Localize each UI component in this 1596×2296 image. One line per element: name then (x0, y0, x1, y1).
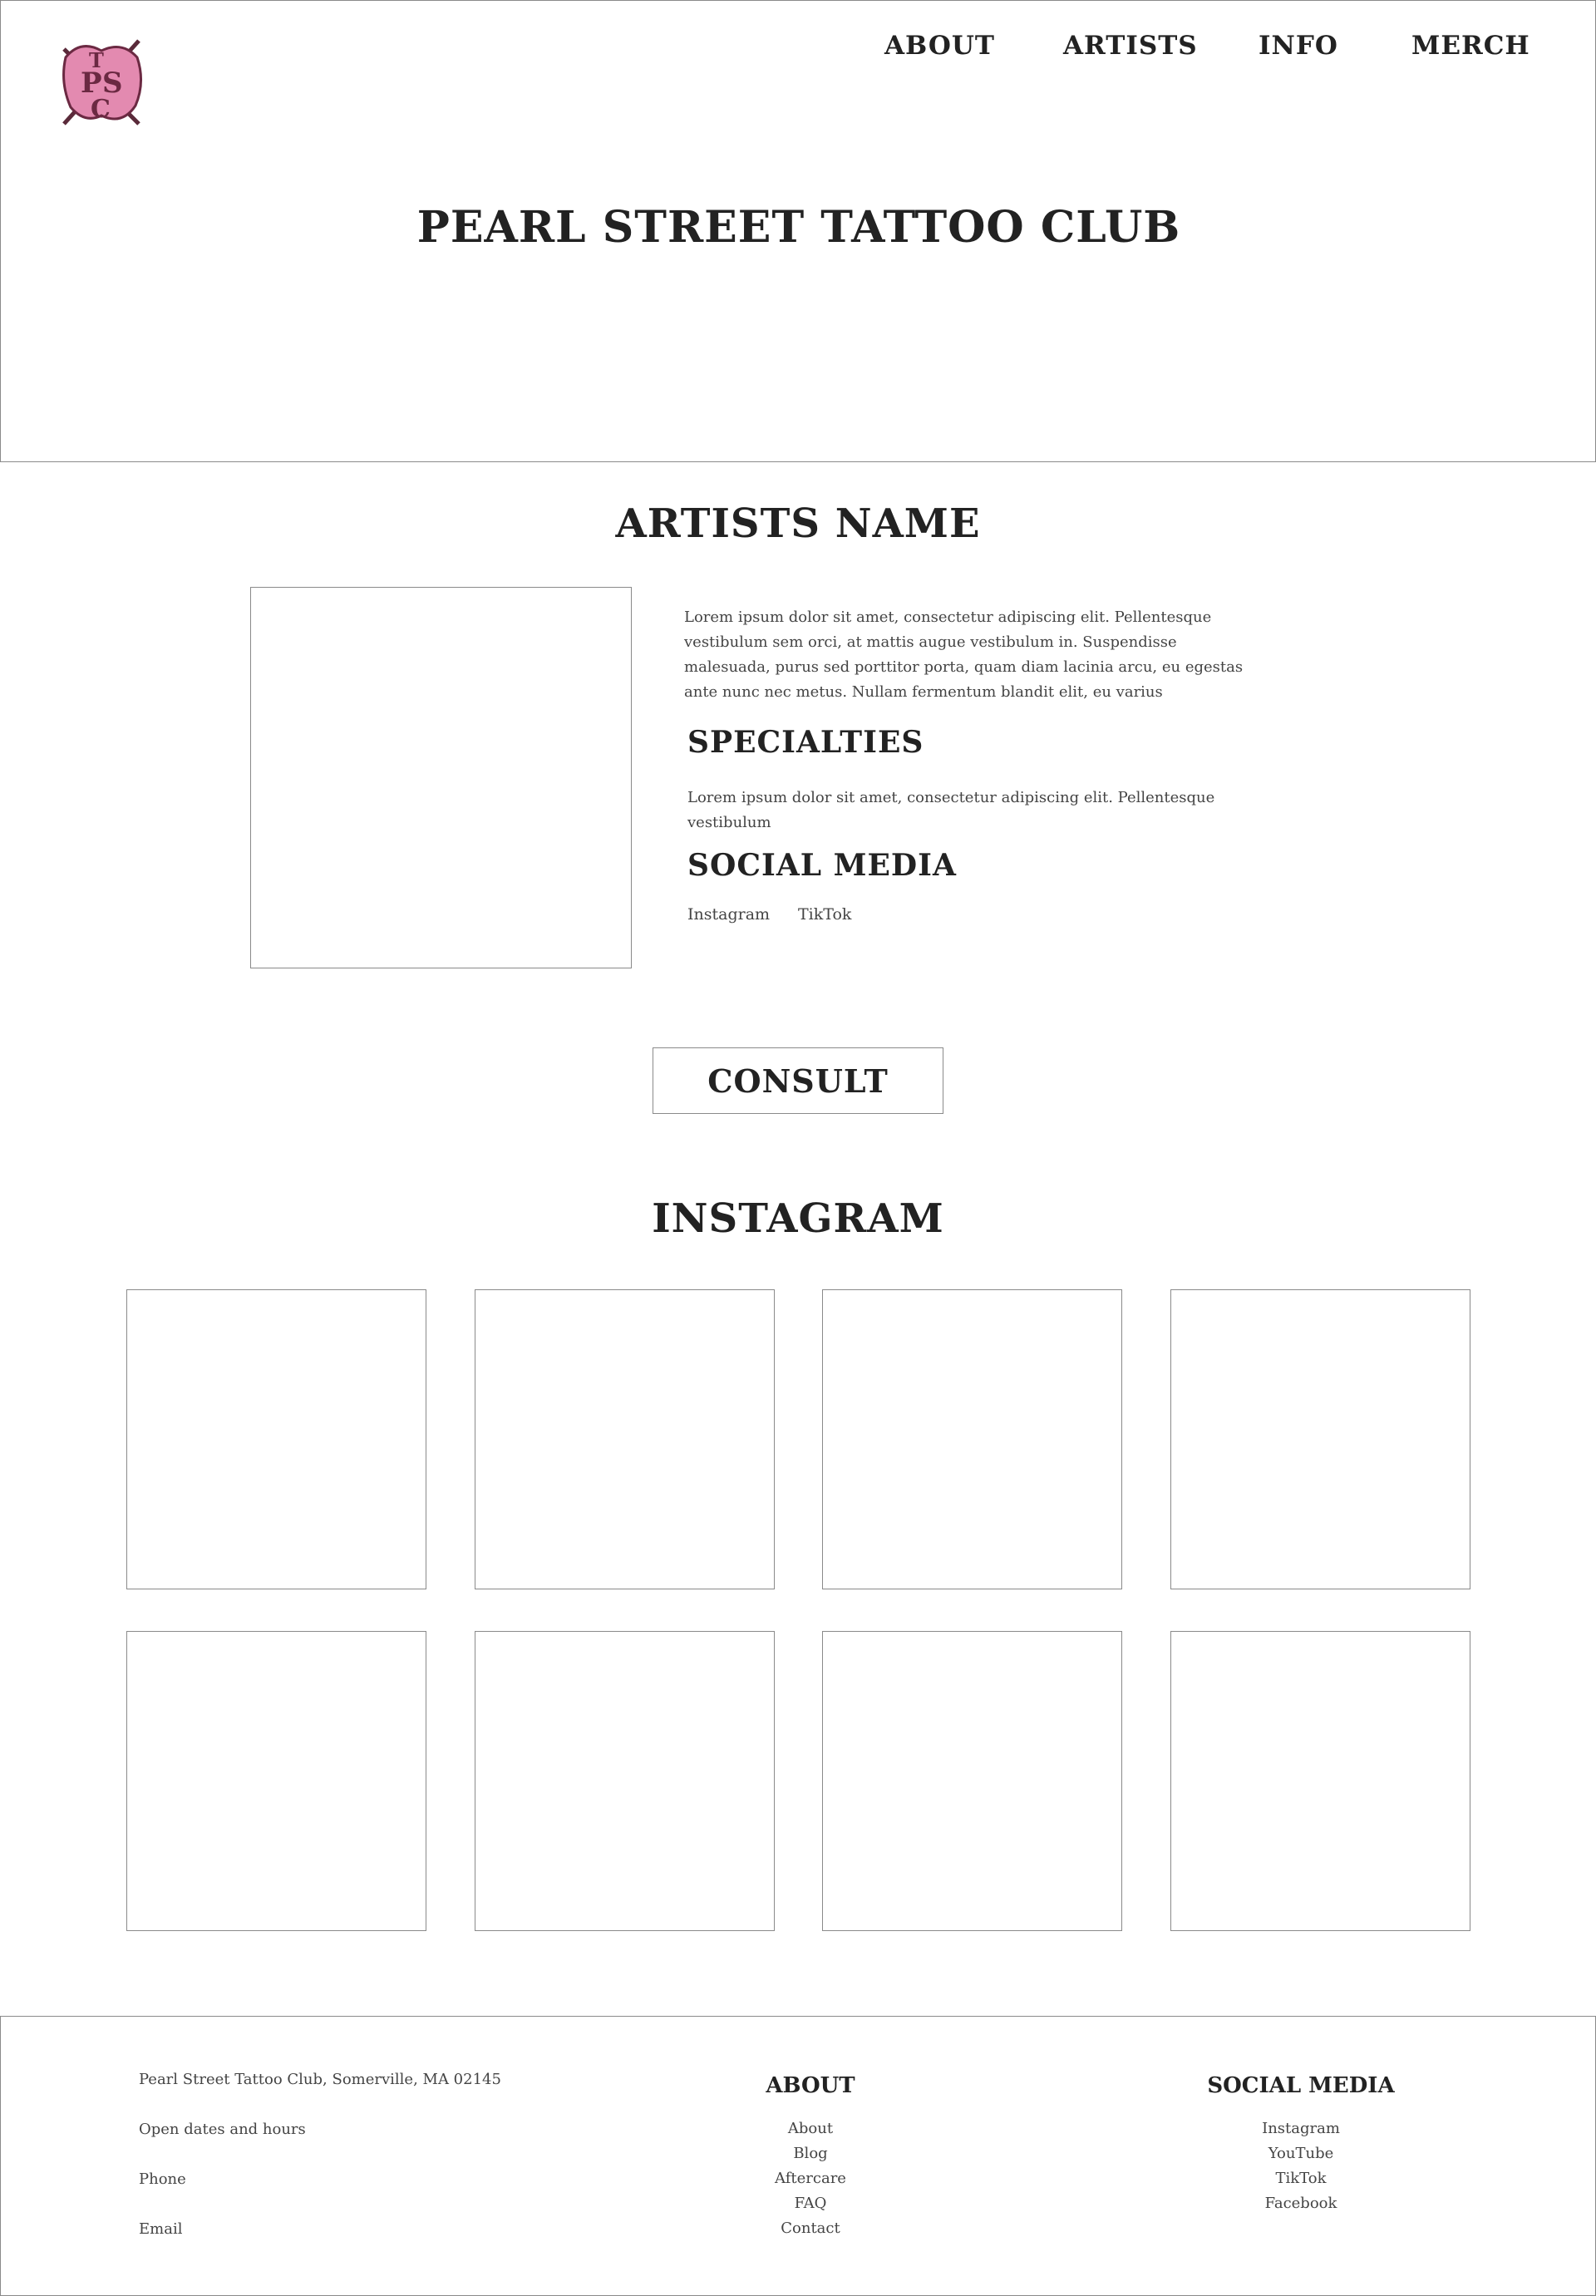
instagram-heading: INSTAGRAM (652, 1195, 944, 1242)
footer-about-links (644, 2116, 977, 2241)
hero-banner (0, 0, 1596, 462)
footer-link-faq[interactable]: FAQ (794, 2195, 827, 2212)
instagram-post[interactable] (126, 1289, 426, 1589)
svg-text:P: P (81, 67, 102, 100)
footer-link-aftercare[interactable]: Aftercare (775, 2170, 846, 2187)
footer-link-youtube[interactable]: YouTube (1268, 2145, 1334, 2162)
footer-social-links (1135, 2116, 1467, 2216)
footer-social-heading: SOCIAL MEDIA (1207, 2073, 1395, 2098)
logo-icon[interactable] (56, 32, 147, 132)
instagram-post[interactable] (822, 1289, 1122, 1589)
artist-instagram-link[interactable]: Instagram (687, 905, 771, 924)
artist-photo-placeholder (250, 587, 632, 968)
footer-link-about[interactable]: About (787, 2120, 834, 2137)
svg-text:T: T (89, 48, 104, 72)
site-title: PEARL STREET TATTOO CLUB (416, 202, 1181, 253)
footer-link-blog[interactable]: Blog (793, 2145, 828, 2162)
artist-name-heading: ARTISTS NAME (615, 500, 981, 547)
specialties-text: Lorem ipsum dolor sit amet, consectetur adipiscing elit. Pellentesque vestibulum (687, 789, 1215, 831)
footer-hours: Open dates and hours (139, 2121, 306, 2138)
artist-bio: Lorem ipsum dolor sit amet, consectetur adipiscing elit. Pellentesque vestibulum sem orci, at mattis augue vestibulum in. Suspendisse malesuada, purus sed porttitor porta, quam diam lacinia arcu, eu egestas ante nunc nec metus. Nullam fermentum blandit elit, eu varius (684, 608, 1244, 701)
footer-link-contact[interactable]: Contact (781, 2220, 840, 2237)
social-media-heading: SOCIAL MEDIA (687, 848, 957, 883)
footer-email: Email (139, 2220, 183, 2238)
footer-address: Pearl Street Tattoo Club, Somerville, MA 02145 (139, 2071, 501, 2088)
nav-artists[interactable]: ARTISTS (1063, 31, 1198, 61)
footer-about-heading: ABOUT (766, 2073, 855, 2098)
instagram-post[interactable] (822, 1631, 1122, 1931)
nav-about[interactable]: ABOUT (884, 31, 995, 61)
instagram-post[interactable] (1170, 1631, 1470, 1931)
instagram-post[interactable] (475, 1631, 775, 1931)
footer-phone: Phone (139, 2170, 186, 2188)
specialties-heading: SPECIALTIES (687, 725, 924, 760)
artist-tiktok-link[interactable]: TikTok (798, 905, 852, 924)
instagram-post[interactable] (475, 1289, 775, 1589)
consult-button[interactable]: CONSULT (653, 1047, 943, 1114)
instagram-post[interactable] (1170, 1289, 1470, 1589)
footer-link-tiktok[interactable]: TikTok (1275, 2170, 1327, 2187)
svg-text:C: C (91, 95, 111, 124)
instagram-post[interactable] (126, 1631, 426, 1931)
svg-text:S: S (102, 67, 123, 100)
footer-link-facebook[interactable]: Facebook (1264, 2195, 1337, 2212)
nav-info[interactable]: INFO (1259, 31, 1338, 61)
nav-merch[interactable]: MERCH (1411, 31, 1530, 61)
footer-link-instagram[interactable]: Instagram (1262, 2120, 1340, 2137)
